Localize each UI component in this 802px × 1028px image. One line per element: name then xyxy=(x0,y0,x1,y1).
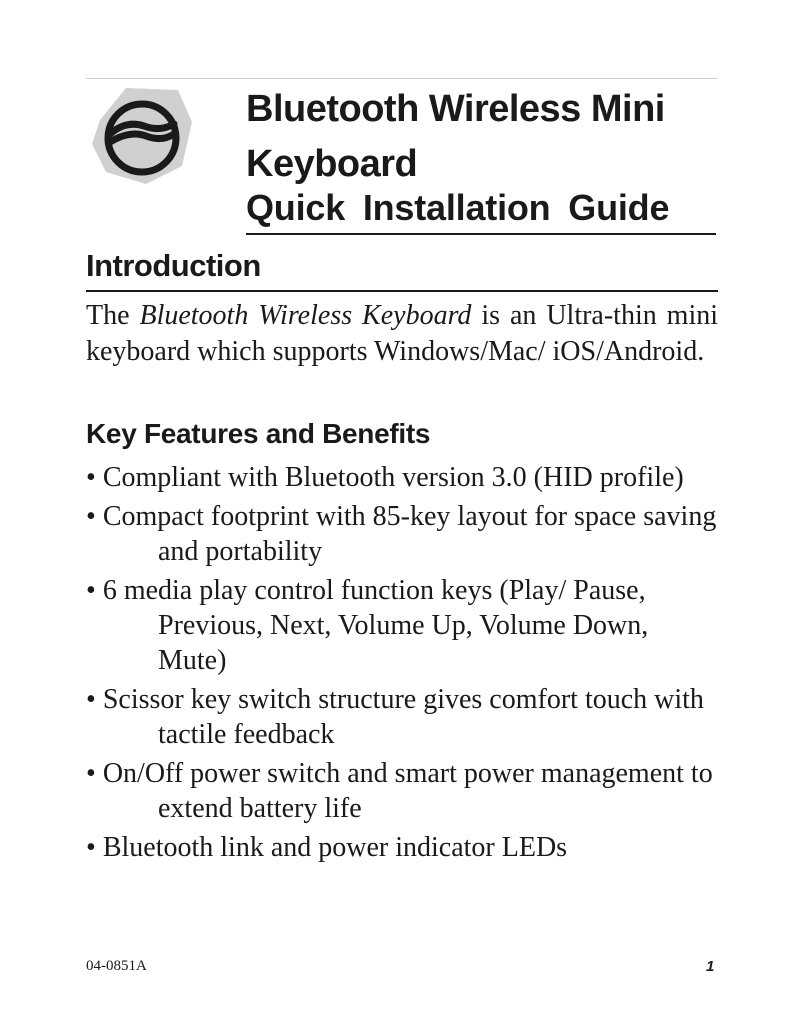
bullet-icon: • xyxy=(86,684,96,715)
feature-item xyxy=(86,756,722,826)
bullet-icon: • xyxy=(86,462,96,493)
feature-text: 6 media play control function keys (Play/ Pause, Previous, Next, Volume Up, Volume Down, Mute) xyxy=(102,575,649,676)
features-heading: Key Features and Benefits xyxy=(86,418,431,449)
introduction-paragraph xyxy=(86,298,718,370)
introduction-divider xyxy=(86,290,718,292)
feature-item xyxy=(86,830,722,865)
bullet-icon: • xyxy=(86,758,96,789)
feature-item xyxy=(86,682,722,752)
bullet-icon: • xyxy=(86,501,96,532)
feature-text: Bluetooth link and power indicator LEDs xyxy=(102,832,568,863)
title-line-1: Bluetooth Wireless Mini xyxy=(246,88,665,130)
feature-item xyxy=(86,573,722,678)
feature-text: Scissor key switch structure gives comfort touch with tactile feedback xyxy=(102,684,704,750)
feature-text: On/Off power switch and smart power management to extend battery life xyxy=(102,758,713,824)
features-list xyxy=(86,460,722,869)
document-title xyxy=(246,82,726,192)
intro-text-before: The xyxy=(86,300,140,331)
feature-text: Compliant with Bluetooth version 3.0 (HID profile) xyxy=(102,462,684,493)
brand-logo xyxy=(86,80,198,190)
document-code: 04-0851A xyxy=(86,958,147,974)
page-number: 1 xyxy=(706,958,715,975)
feature-item xyxy=(86,499,722,569)
introduction-heading: Introduction xyxy=(86,248,261,283)
document-subtitle: Quick Installation Guide xyxy=(246,187,670,228)
top-divider xyxy=(86,78,718,79)
bullet-icon: • xyxy=(86,832,96,863)
feature-text: Compact footprint with 85-key layout for space saving and portability xyxy=(102,501,717,567)
intro-text-after: is an Ultra-thin mini keyboard which supports Windows/Mac/ iOS/Android. xyxy=(86,300,719,367)
title-divider xyxy=(246,233,716,235)
bullet-icon: • xyxy=(86,575,96,606)
title-line-2: Keyboard xyxy=(246,143,418,185)
feature-item xyxy=(86,460,722,495)
intro-product-name: Bluetooth Wireless Keyboard xyxy=(139,300,472,331)
